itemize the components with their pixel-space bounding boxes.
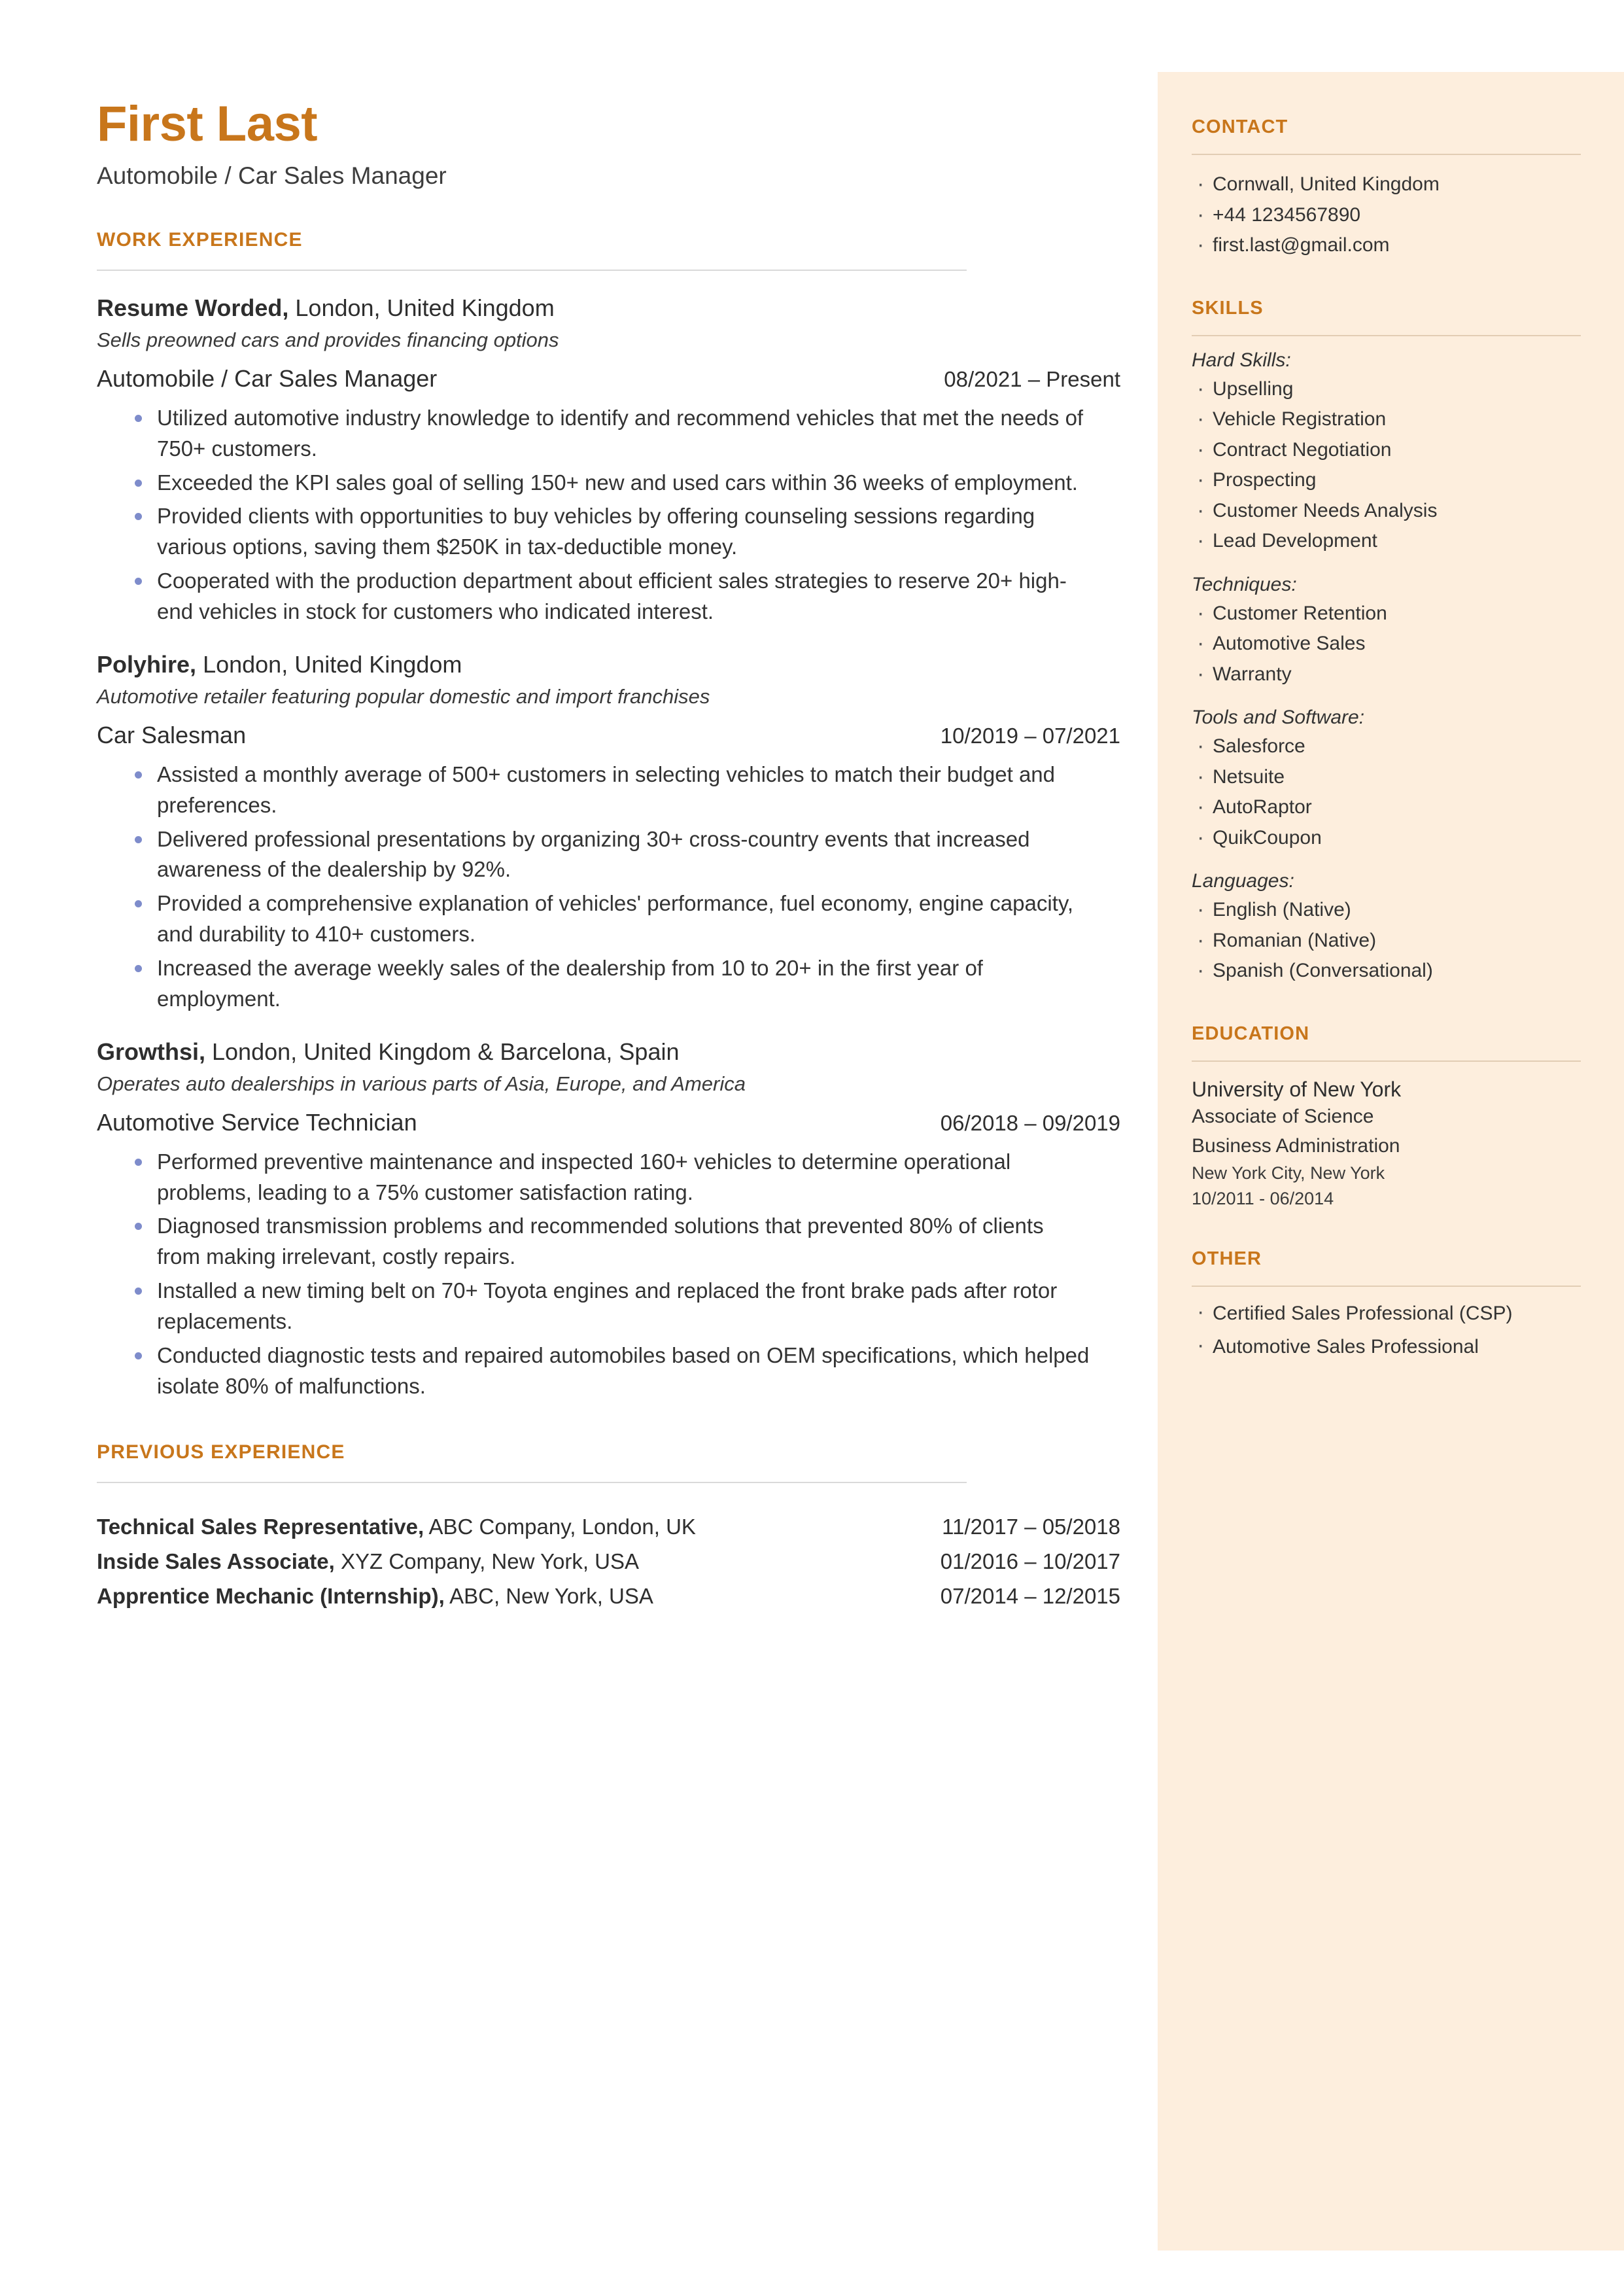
list-item: · Automotive Sales Professional	[1192, 1332, 1581, 1361]
section-heading-other: OTHER	[1192, 1248, 1262, 1269]
list-item: Diagnosed transmission problems and recommended solutions that prevented 80% of clients from making irrelevant, costly repairs.	[97, 1211, 1092, 1272]
experience-entry	[97, 1038, 1120, 1402]
list-item: Performed preventive maintenance and inspected 160+ vehicles to determine operational problems, leading to a 75% customer satisfaction rating.	[97, 1147, 1092, 1208]
education-degree: Associate of Science	[1192, 1105, 1374, 1127]
sidebar	[1158, 72, 1624, 2251]
previous-role-title: Inside Sales Associate,	[97, 1549, 335, 1574]
job-title: Car Salesman	[97, 721, 247, 748]
previous-role-detail: ABC, New York, USA	[444, 1584, 653, 1609]
previous-role	[97, 1579, 653, 1613]
job-dates: 08/2021 – Present	[944, 366, 1120, 391]
skills-group-label-hard: Hard Skills:	[1192, 349, 1291, 371]
section-heading-education: EDUCATION	[1192, 1023, 1310, 1044]
job-company-name: Resume Worded,	[97, 294, 289, 321]
languages-list	[1192, 895, 1581, 987]
skills-group-label-techniques: Techniques:	[1192, 573, 1297, 595]
list-item: · AutoRaptor	[1192, 792, 1581, 823]
job-company	[97, 1038, 1092, 1066]
job-company	[97, 651, 1092, 678]
list-item	[97, 1579, 1120, 1613]
previous-role-title: Apprentice Mechanic (Internship),	[97, 1584, 445, 1609]
job-title-row	[97, 722, 1120, 749]
section-heading-contact: CONTACT	[1192, 116, 1288, 137]
list-item: · Contract Negotiation	[1192, 435, 1581, 466]
previous-role-dates: 11/2017 – 05/2018	[942, 1514, 1120, 1539]
previous-role-title: Technical Sales Representative,	[97, 1514, 424, 1539]
techniques-list	[1192, 599, 1581, 690]
job-company-name: Polyhire,	[97, 650, 197, 678]
list-item: Provided a comprehensive explanation of vehicles' performance, fuel economy, engine capacity, and durability to 410+ customers.	[97, 888, 1092, 950]
previous-role-dates: 07/2014 – 12/2015	[940, 1584, 1120, 1609]
list-item: Installed a new timing belt on 70+ Toyota engines and replaced the front brake pads after rotor replacements.	[97, 1276, 1092, 1337]
list-item: · Customer Retention	[1192, 599, 1581, 629]
previous-role-detail: ABC Company, London, UK	[424, 1514, 696, 1539]
list-item: · Customer Needs Analysis	[1192, 496, 1581, 527]
education-location: New York City, New York	[1192, 1163, 1385, 1183]
job-location: London, United Kingdom	[196, 650, 462, 678]
divider	[1192, 1060, 1581, 1062]
contact-phone: · +44 1234567890	[1192, 200, 1581, 231]
list-item: Utilized automotive industry knowledge to identify and recommend vehicles that met the needs of 750+ customers.	[97, 403, 1092, 464]
job-bullet-list	[97, 1147, 1092, 1402]
job-company-name: Growthsi,	[97, 1038, 206, 1065]
list-item: · Certified Sales Professional (CSP)	[1192, 1299, 1581, 1328]
contact-email: · first.last@gmail.com	[1192, 230, 1581, 261]
skills-group-label-languages: Languages:	[1192, 870, 1294, 892]
tools-list	[1192, 731, 1581, 853]
job-subtitle: Automobile / Car Sales Manager	[97, 162, 447, 189]
divider	[1192, 1286, 1581, 1287]
list-item	[97, 1544, 1120, 1579]
previous-role-detail: XYZ Company, New York, USA	[334, 1549, 640, 1574]
previous-role	[97, 1544, 639, 1579]
section-heading-previous-experience: PREVIOUS EXPERIENCE	[97, 1441, 345, 1463]
job-bullet-list	[97, 403, 1092, 627]
job-description: Operates auto dealerships in various parts of Asia, Europe, and America	[97, 1072, 746, 1095]
experience-entry	[97, 650, 1120, 1015]
list-item: · Warranty	[1192, 659, 1581, 690]
list-item: · QuikCoupon	[1192, 823, 1581, 854]
job-title: Automobile / Car Sales Manager	[97, 364, 438, 392]
list-item: · Upselling	[1192, 374, 1581, 405]
list-item: · Romanian (Native)	[1192, 926, 1581, 956]
list-item: · Netsuite	[1192, 762, 1581, 793]
divider	[1192, 154, 1581, 155]
list-item	[97, 1509, 1120, 1544]
job-description: Automotive retailer featuring popular domestic and import franchises	[97, 684, 710, 708]
job-title-row	[97, 365, 1120, 393]
list-item: Assisted a monthly average of 500+ customers in selecting vehicles to match their budget and preferences.	[97, 760, 1092, 821]
job-dates: 06/2018 – 09/2019	[940, 1110, 1120, 1135]
divider	[97, 1482, 967, 1483]
section-heading-work-experience: WORK EXPERIENCE	[97, 228, 303, 251]
list-item: · Salesforce	[1192, 731, 1581, 762]
job-description: Sells preowned cars and provides financing options	[97, 328, 559, 351]
job-company	[97, 294, 1092, 322]
list-item: Cooperated with the production department about efficient sales strategies to reserve 20+ high-end vehicles in stock for customers who indicated interest.	[97, 566, 1092, 627]
list-item: · Spanish (Conversational)	[1192, 956, 1581, 987]
divider	[1192, 335, 1581, 336]
previous-experience-list	[97, 1509, 1120, 1614]
contact-location: · Cornwall, United Kingdom	[1192, 169, 1581, 200]
skills-group-label-tools: Tools and Software:	[1192, 707, 1365, 728]
previous-role	[97, 1509, 696, 1544]
list-item: · Lead Development	[1192, 526, 1581, 557]
hard-skills-list	[1192, 374, 1581, 557]
list-item: · English (Native)	[1192, 895, 1581, 926]
list-item: Increased the average weekly sales of the dealership from 10 to 20+ in the first year of employment.	[97, 953, 1092, 1015]
list-item: · Vehicle Registration	[1192, 404, 1581, 435]
list-item: · Prospecting	[1192, 465, 1581, 496]
education-dates: 10/2011 - 06/2014	[1192, 1188, 1334, 1208]
previous-role-dates: 01/2016 – 10/2017	[940, 1549, 1120, 1574]
list-item: Conducted diagnostic tests and repaired automobiles based on OEM specifications, which helped isolate 80% of malfunctions.	[97, 1340, 1092, 1402]
contact-list	[1192, 169, 1581, 261]
page-title: First Last	[97, 96, 318, 152]
list-item: · Automotive Sales	[1192, 629, 1581, 659]
job-location: London, United Kingdom & Barcelona, Spain	[205, 1038, 680, 1065]
experience-entry	[97, 294, 1120, 627]
other-list	[1192, 1299, 1581, 1361]
list-item: Provided clients with opportunities to buy vehicles by offering counseling sessions regarding various options, saving them $250K in tax-deductible money.	[97, 501, 1092, 563]
job-title-row	[97, 1109, 1120, 1136]
list-item: Delivered professional presentations by organizing 30+ cross-country events that increased awareness of the dealership by 92%.	[97, 824, 1092, 886]
job-bullet-list	[97, 760, 1092, 1015]
section-heading-skills: SKILLS	[1192, 297, 1264, 319]
education-major: Business Administration	[1192, 1134, 1400, 1157]
divider	[97, 270, 967, 271]
education-school: University of New York	[1192, 1077, 1402, 1101]
list-item: Exceeded the KPI sales goal of selling 150+ new and used cars within 36 weeks of employment.	[97, 468, 1092, 499]
job-location: London, United Kingdom	[288, 294, 555, 321]
job-title: Automotive Service Technician	[97, 1108, 417, 1136]
job-dates: 10/2019 – 07/2021	[940, 723, 1120, 748]
